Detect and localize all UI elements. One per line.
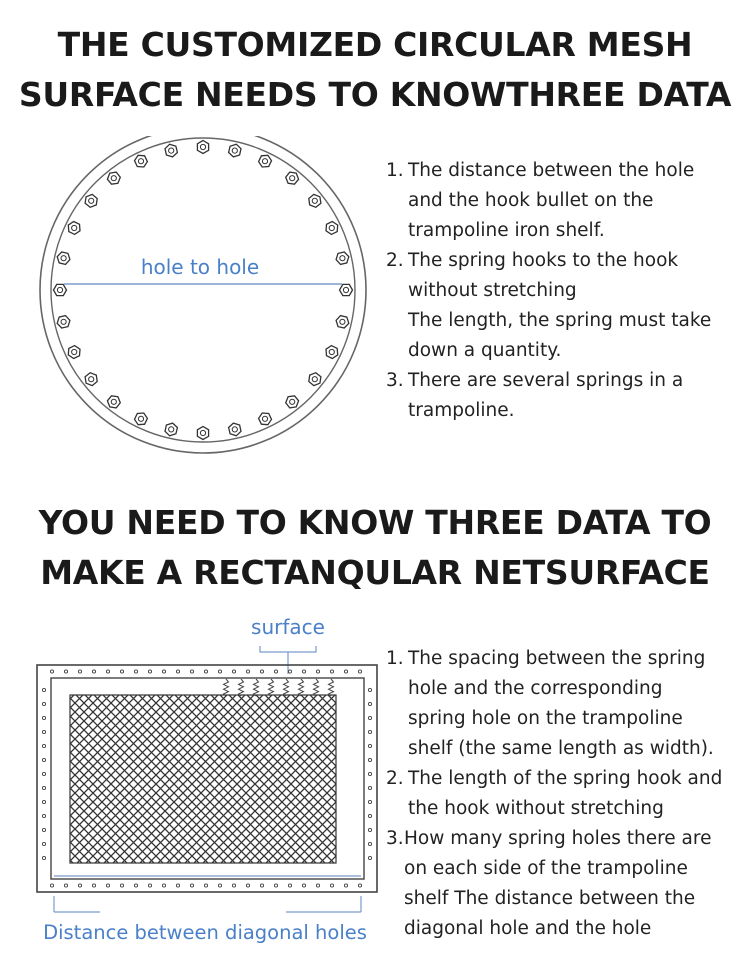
spring-hole	[260, 884, 263, 887]
spring-hole	[368, 786, 371, 789]
circular-section-heading	[0, 20, 750, 120]
spring-hole	[134, 884, 137, 887]
spring-hole	[302, 670, 305, 673]
bolt-icon	[165, 144, 177, 157]
spring	[299, 679, 304, 696]
spring-hole	[42, 842, 45, 845]
requirement-text: shelf (the same length as width).	[408, 738, 714, 759]
spring-hole	[316, 670, 319, 673]
requirement-text: spring hole on the trampoline	[408, 708, 683, 729]
bolt-icon	[286, 396, 299, 408]
bolt-icon	[68, 346, 80, 359]
spring-hole	[106, 884, 109, 887]
spring-hole	[204, 884, 207, 887]
bolt-icon	[340, 284, 353, 295]
bolt-icon	[135, 413, 148, 425]
spring-hole	[92, 884, 95, 887]
requirement-item	[386, 824, 736, 944]
spring-hole	[368, 856, 371, 859]
spring-hole	[176, 670, 179, 673]
spring-hole	[260, 670, 263, 673]
spring-hole	[64, 884, 67, 887]
bolt-icon	[68, 222, 80, 235]
bolt-icon	[326, 222, 338, 235]
spring-hole	[368, 814, 371, 817]
requirement-text: trampoline iron shelf.	[408, 220, 605, 241]
spring-hole	[368, 828, 371, 831]
spring-hole	[148, 884, 151, 887]
bolt-icon	[229, 144, 241, 157]
spring-hook-bolts	[54, 141, 353, 440]
requirement-text: without stretching	[408, 280, 577, 301]
spring-hole	[218, 884, 221, 887]
spring-hole	[42, 814, 45, 817]
surface-bracket	[260, 646, 316, 652]
spring	[329, 679, 334, 696]
spring-hole	[368, 730, 371, 733]
spring-hole	[78, 884, 81, 887]
bolt-icon	[309, 373, 321, 386]
surface-label: surface	[251, 615, 325, 639]
spring-hole	[330, 884, 333, 887]
spring-hole	[50, 670, 53, 673]
requirement-item	[386, 644, 736, 764]
spring-hole	[42, 828, 45, 831]
spring-hole	[190, 884, 193, 887]
requirement-text: The spring hooks to the hook	[408, 250, 679, 271]
bolt-icon	[336, 252, 349, 264]
spring-hole	[204, 670, 207, 673]
heading-line: YOU NEED TO KNOW THREE DATA TO	[38, 503, 712, 542]
spring-hole	[288, 884, 291, 887]
spring	[239, 679, 244, 696]
spring-hole	[330, 670, 333, 673]
rectangular-section-heading	[0, 498, 750, 598]
spring-hole	[368, 758, 371, 761]
circular-requirements-list	[386, 156, 736, 426]
spring-hole	[42, 702, 45, 705]
spring-hole	[42, 772, 45, 775]
requirement-item	[386, 764, 736, 824]
spring-hole	[358, 884, 361, 887]
spring-hole	[42, 800, 45, 803]
spring-hole	[316, 884, 319, 887]
requirement-text: down a quantity.	[408, 340, 562, 361]
requirement-number: 1.	[386, 160, 404, 181]
spring-hole	[368, 800, 371, 803]
requirement-number: 2.	[386, 250, 404, 271]
circular-frame-diagram	[36, 136, 370, 470]
bolt-icon	[57, 316, 70, 328]
heading-line: SURFACE NEEDS TO KNOWTHREE DATA	[18, 75, 732, 114]
spring-hole	[288, 670, 291, 673]
spring-hole	[246, 884, 249, 887]
spring-hole	[42, 856, 45, 859]
inner-frame-ring	[51, 138, 355, 442]
bolt-icon	[286, 172, 299, 184]
requirement-number: 3.	[386, 370, 404, 391]
heading-line: THE CUSTOMIZED CIRCULAR MESH	[57, 25, 693, 64]
spring-hole	[120, 884, 123, 887]
bolt-icon	[107, 396, 120, 408]
diagonal-distance-label: Distance between diagonal holes	[43, 921, 367, 944]
spring-hole	[42, 716, 45, 719]
hole-to-hole-label: hole to hole	[140, 255, 260, 279]
spring-hole	[42, 786, 45, 789]
bolt-icon	[165, 423, 177, 436]
requirement-number: 1.	[386, 648, 404, 669]
requirement-text: The distance between the hole	[408, 160, 695, 181]
bolt-icon	[197, 141, 208, 154]
requirement-text: shelf The distance between the	[404, 888, 696, 909]
spring-hole	[42, 688, 45, 691]
requirement-text: There are several springs in a	[408, 370, 684, 391]
spring-hole	[148, 670, 151, 673]
spring-hole	[106, 670, 109, 673]
spring-hole	[368, 842, 371, 845]
bolt-icon	[309, 194, 321, 207]
requirement-text: and the hook bullet on the	[408, 190, 654, 211]
spring-hole	[42, 758, 45, 761]
spring-hole	[368, 688, 371, 691]
bolt-icon	[197, 427, 208, 440]
spring-hole	[176, 884, 179, 887]
spring-hole	[162, 670, 165, 673]
spring	[284, 679, 289, 696]
bolt-icon	[57, 252, 70, 264]
spring-hole	[50, 884, 53, 887]
requirement-text: trampoline.	[408, 400, 515, 421]
outer-frame-ring	[40, 136, 366, 453]
requirement-item	[386, 366, 736, 426]
spring-hole	[274, 670, 277, 673]
requirement-text: diagonal hole and the hole	[404, 918, 652, 939]
spring	[314, 679, 319, 696]
spring-hole	[78, 670, 81, 673]
spring-hole	[302, 884, 305, 887]
spring-hole	[64, 670, 67, 673]
spring-hole	[368, 716, 371, 719]
spring	[224, 679, 229, 696]
rectangular-frame-diagram	[30, 604, 380, 954]
bolt-icon	[336, 316, 349, 328]
spring-hole	[344, 670, 347, 673]
requirement-text: The spacing between the spring	[408, 648, 706, 669]
bolt-icon	[107, 172, 120, 184]
spring-hole	[368, 772, 371, 775]
requirement-number: 3.	[386, 828, 404, 849]
spring-hole	[218, 670, 221, 673]
spring-hole	[232, 670, 235, 673]
bolt-icon	[259, 155, 272, 167]
requirement-text: hole and the corresponding	[408, 678, 663, 699]
spring-hole	[134, 670, 137, 673]
spring	[254, 679, 259, 696]
spring-hole	[190, 670, 193, 673]
spring	[269, 679, 274, 696]
requirement-number: 2.	[386, 768, 404, 789]
spring-hole	[42, 730, 45, 733]
rectangular-requirements-list	[386, 644, 736, 944]
spring-hole	[42, 744, 45, 747]
bolt-icon	[54, 284, 67, 295]
spring-hole	[368, 702, 371, 705]
requirement-text: on each side of the trampoline	[404, 858, 688, 879]
spring-hole	[368, 744, 371, 747]
requirement-item	[386, 246, 736, 366]
spring-hole	[232, 884, 235, 887]
spring-hole	[120, 670, 123, 673]
bolt-icon	[326, 346, 338, 359]
spring-hole	[358, 670, 361, 673]
requirement-text: The length of the spring hook and	[408, 768, 723, 789]
spring-hole	[162, 884, 165, 887]
springs	[224, 679, 334, 696]
requirement-item	[386, 156, 736, 246]
bolt-icon	[259, 413, 272, 425]
spring-hole	[274, 884, 277, 887]
mesh-surface	[70, 695, 336, 863]
bolt-icon	[85, 194, 97, 207]
heading-line: MAKE A RECTANQULAR NETSURFACE	[40, 553, 710, 592]
bolt-icon	[85, 373, 97, 386]
requirement-text: The length, the spring must take	[408, 310, 712, 331]
spring-hole	[344, 884, 347, 887]
spring-hole	[92, 670, 95, 673]
spring-hole	[246, 670, 249, 673]
requirement-text: How many spring holes there are	[404, 828, 712, 849]
bolt-icon	[135, 155, 148, 167]
requirement-text: the hook without stretching	[408, 798, 664, 819]
bolt-icon	[229, 423, 241, 436]
